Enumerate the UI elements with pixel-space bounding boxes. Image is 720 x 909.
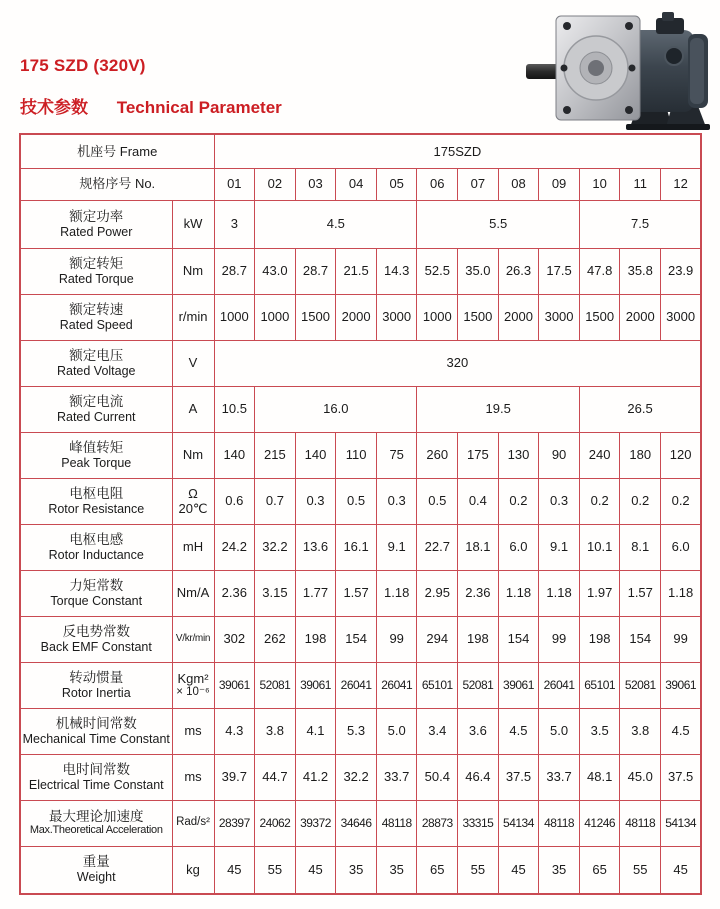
param-value-cell: 3.8 xyxy=(620,708,661,754)
param-row xyxy=(20,800,701,846)
param-value-cell: 26041 xyxy=(539,662,580,708)
param-label-zh: 峰值转矩 xyxy=(69,439,124,455)
param-value-cell: 320 xyxy=(214,340,701,386)
param-label-en: Electrical Time Constant xyxy=(28,777,164,792)
param-value-cell: 198 xyxy=(579,616,620,662)
param-row-label xyxy=(20,432,172,478)
param-row-label xyxy=(20,570,172,616)
param-row-label xyxy=(20,800,172,846)
param-value-cell: 26.5 xyxy=(579,386,701,432)
param-label-zh: 额定电流 xyxy=(69,393,124,409)
param-value-cell: 0.5 xyxy=(417,478,458,524)
param-row xyxy=(20,524,701,570)
param-value-cell: 3000 xyxy=(539,294,580,340)
param-value-cell: 5.0 xyxy=(539,708,580,754)
param-value-cell: 154 xyxy=(336,616,377,662)
param-unit-cell xyxy=(172,662,214,708)
param-label-zh: 重量 xyxy=(82,854,110,870)
param-row-label xyxy=(20,616,172,662)
param-value-cell: 22.7 xyxy=(417,524,458,570)
param-label-zh: 机械时间常数 xyxy=(55,715,137,731)
param-value-cell: 39061 xyxy=(661,662,702,708)
param-value-cell: 10.5 xyxy=(214,386,255,432)
param-label-zh: 最大理论加速度 xyxy=(49,808,144,824)
param-value-cell: 14.3 xyxy=(376,248,417,294)
param-value-cell: 55 xyxy=(620,846,661,894)
unit-text: kg xyxy=(186,862,200,878)
param-label-en: Mechanical Time Constant xyxy=(22,731,170,746)
section-title-zh: 技术参数 xyxy=(20,98,88,117)
param-value-cell: 17.5 xyxy=(539,248,580,294)
param-label-en: Rotor Resistance xyxy=(48,501,145,516)
param-value-cell: 52.5 xyxy=(417,248,458,294)
param-value-cell: 24062 xyxy=(255,800,296,846)
param-row-label xyxy=(20,846,172,894)
spec-no-cell: 04 xyxy=(336,168,377,200)
param-value-cell: 41.2 xyxy=(295,754,336,800)
param-value-cell: 198 xyxy=(458,616,499,662)
param-value-cell: 52081 xyxy=(458,662,499,708)
unit-text: r/min xyxy=(178,309,208,325)
param-value-cell: 140 xyxy=(214,432,255,478)
spec-no-cell: 10 xyxy=(579,168,620,200)
unit-text: Rad/s² xyxy=(176,816,210,829)
param-value-cell: 45 xyxy=(661,846,702,894)
unit-text: mH xyxy=(182,539,204,555)
param-label-en: Rotor Inertia xyxy=(61,685,131,700)
technical-parameter-table-body xyxy=(20,134,701,894)
param-label-en: Rotor Inductance xyxy=(48,547,144,562)
param-value-cell: 37.5 xyxy=(661,754,702,800)
param-value-cell: 4.1 xyxy=(295,708,336,754)
spec-no-cell: 11 xyxy=(620,168,661,200)
param-row xyxy=(20,478,701,524)
param-value-cell: 1.57 xyxy=(336,570,377,616)
param-value-cell: 260 xyxy=(417,432,458,478)
spec-no-cell: 01 xyxy=(214,168,255,200)
unit-text: 20℃ xyxy=(178,501,208,516)
page-title: 175 SZD (320V) xyxy=(20,56,146,75)
param-value-cell: 50.4 xyxy=(417,754,458,800)
param-value-cell: 1.18 xyxy=(376,570,417,616)
param-label-zh: 反电势常数 xyxy=(62,623,130,639)
param-label-en: Max.Theoretical Acceleration xyxy=(29,824,163,837)
param-value-cell: 32.2 xyxy=(255,524,296,570)
param-value-cell: 33.7 xyxy=(539,754,580,800)
param-row-label xyxy=(20,478,172,524)
param-value-cell: 52081 xyxy=(620,662,661,708)
param-value-cell: 90 xyxy=(539,432,580,478)
param-value-cell: 5.3 xyxy=(336,708,377,754)
param-row xyxy=(20,570,701,616)
param-value-cell: 39061 xyxy=(214,662,255,708)
param-value-cell: 44.7 xyxy=(255,754,296,800)
param-unit-cell xyxy=(172,570,214,616)
param-value-cell: 47.8 xyxy=(579,248,620,294)
param-label-en: Rated Voltage xyxy=(56,363,136,378)
spec-no-cell: 02 xyxy=(255,168,296,200)
param-value-cell: 21.5 xyxy=(336,248,377,294)
param-value-cell: 0.4 xyxy=(458,478,499,524)
unit-text: ms xyxy=(184,723,202,739)
param-value-cell: 24.2 xyxy=(214,524,255,570)
param-value-cell: 65 xyxy=(417,846,458,894)
frame-row xyxy=(20,134,701,168)
param-value-cell: 262 xyxy=(255,616,296,662)
param-value-cell: 3.15 xyxy=(255,570,296,616)
param-unit-cell xyxy=(172,708,214,754)
param-value-cell: 35.0 xyxy=(458,248,499,294)
param-row-label xyxy=(20,662,172,708)
spec-no-cell: 05 xyxy=(376,168,417,200)
param-value-cell: 1500 xyxy=(579,294,620,340)
param-value-cell: 5.5 xyxy=(417,200,579,248)
param-value-cell: 0.3 xyxy=(376,478,417,524)
unit-text: V/kr/min xyxy=(175,633,211,645)
param-value-cell: 39061 xyxy=(295,662,336,708)
dc-motor-illustration xyxy=(522,6,716,134)
param-value-cell: 18.1 xyxy=(458,524,499,570)
param-value-cell: 35.8 xyxy=(620,248,661,294)
param-unit-cell xyxy=(172,478,214,524)
motor-product-photo xyxy=(522,6,716,134)
param-label-zh: 力矩常数 xyxy=(69,577,124,593)
param-value-cell: 0.2 xyxy=(579,478,620,524)
param-value-cell: 13.6 xyxy=(295,524,336,570)
param-value-cell: 9.1 xyxy=(376,524,417,570)
param-value-cell: 4.5 xyxy=(255,200,417,248)
param-value-cell: 39061 xyxy=(498,662,539,708)
param-value-cell: 198 xyxy=(295,616,336,662)
param-value-cell: 3.6 xyxy=(458,708,499,754)
param-value-cell: 1000 xyxy=(417,294,458,340)
param-value-cell: 45 xyxy=(498,846,539,894)
param-row-label xyxy=(20,708,172,754)
param-value-cell: 28.7 xyxy=(214,248,255,294)
param-value-cell: 120 xyxy=(661,432,702,478)
param-value-cell: 41246 xyxy=(579,800,620,846)
unit-text: Nm xyxy=(182,263,204,279)
param-label-zh: 额定功率 xyxy=(69,208,124,224)
param-value-cell: 35 xyxy=(376,846,417,894)
param-value-cell: 28397 xyxy=(214,800,255,846)
param-row-label xyxy=(20,200,172,248)
param-label-zh: 电枢电阻 xyxy=(69,485,124,501)
param-value-cell: 48118 xyxy=(620,800,661,846)
param-value-cell: 32.2 xyxy=(336,754,377,800)
param-value-cell: 28.7 xyxy=(295,248,336,294)
param-value-cell: 16.0 xyxy=(255,386,417,432)
spec-no-cell: 12 xyxy=(661,168,702,200)
param-row xyxy=(20,248,701,294)
param-unit-cell xyxy=(172,754,214,800)
spec-no-row xyxy=(20,168,701,200)
param-value-cell: 1.18 xyxy=(539,570,580,616)
frame-row-label: 机座号 Frame xyxy=(20,134,214,168)
frame-row-value: 175SZD xyxy=(214,134,701,168)
param-value-cell: 99 xyxy=(376,616,417,662)
unit-text: Nm/A xyxy=(176,585,210,601)
param-value-cell: 1500 xyxy=(295,294,336,340)
unit-text: kW xyxy=(183,216,203,232)
param-value-cell: 2000 xyxy=(498,294,539,340)
param-label-en: Torque Constant xyxy=(50,593,143,608)
param-label-en: Rated Current xyxy=(56,409,136,424)
param-row xyxy=(20,616,701,662)
param-value-cell: 65 xyxy=(579,846,620,894)
param-value-cell: 3.4 xyxy=(417,708,458,754)
section-title-en: Technical Parameter xyxy=(116,98,282,117)
param-label-zh: 转动惯量 xyxy=(69,669,124,685)
param-unit-cell xyxy=(172,524,214,570)
param-unit-cell xyxy=(172,386,214,432)
unit-text: V xyxy=(188,355,198,371)
param-value-cell: 1000 xyxy=(214,294,255,340)
spec-no-cell: 07 xyxy=(458,168,499,200)
param-unit-cell xyxy=(172,846,214,894)
param-value-cell: 23.9 xyxy=(661,248,702,294)
spec-no-cell: 06 xyxy=(417,168,458,200)
param-label-en: Rated Speed xyxy=(59,317,133,332)
param-value-cell: 175 xyxy=(458,432,499,478)
unit-text: Nm xyxy=(182,447,204,463)
spec-no-cell: 03 xyxy=(295,168,336,200)
unit-text: Ω xyxy=(188,485,198,501)
param-row-label xyxy=(20,294,172,340)
unit-text: A xyxy=(188,401,198,417)
param-value-cell: 9.1 xyxy=(539,524,580,570)
param-row xyxy=(20,662,701,708)
param-value-cell: 45 xyxy=(214,846,255,894)
param-value-cell: 1500 xyxy=(458,294,499,340)
param-value-cell: 65101 xyxy=(417,662,458,708)
param-unit-cell xyxy=(172,248,214,294)
param-row-label xyxy=(20,248,172,294)
section-title xyxy=(20,93,282,118)
param-value-cell: 6.0 xyxy=(661,524,702,570)
param-unit-cell xyxy=(172,200,214,248)
param-value-cell: 3 xyxy=(214,200,255,248)
param-value-cell: 39.7 xyxy=(214,754,255,800)
param-unit-cell xyxy=(172,340,214,386)
param-label-zh: 额定转矩 xyxy=(69,255,124,271)
unit-text: Kgm² xyxy=(177,670,209,686)
param-value-cell: 2.36 xyxy=(458,570,499,616)
param-value-cell: 4.3 xyxy=(214,708,255,754)
param-value-cell: 54134 xyxy=(661,800,702,846)
param-value-cell: 0.2 xyxy=(498,478,539,524)
param-label-en: Back EMF Constant xyxy=(40,639,152,654)
param-value-cell: 39372 xyxy=(295,800,336,846)
param-value-cell: 33315 xyxy=(458,800,499,846)
param-value-cell: 35 xyxy=(539,846,580,894)
spec-no-cell: 08 xyxy=(498,168,539,200)
param-value-cell: 5.0 xyxy=(376,708,417,754)
param-value-cell: 294 xyxy=(417,616,458,662)
param-value-cell: 0.7 xyxy=(255,478,296,524)
param-value-cell: 99 xyxy=(539,616,580,662)
param-row xyxy=(20,340,701,386)
param-value-cell: 154 xyxy=(498,616,539,662)
param-value-cell: 2000 xyxy=(620,294,661,340)
param-value-cell: 37.5 xyxy=(498,754,539,800)
param-value-cell: 1.18 xyxy=(498,570,539,616)
param-value-cell: 140 xyxy=(295,432,336,478)
param-value-cell: 1.18 xyxy=(661,570,702,616)
param-row xyxy=(20,754,701,800)
param-value-cell: 1.97 xyxy=(579,570,620,616)
param-value-cell: 4.5 xyxy=(661,708,702,754)
param-label-en: Peak Torque xyxy=(61,455,132,470)
param-value-cell: 0.5 xyxy=(336,478,377,524)
spec-no-row-label: 规格序号 No. xyxy=(20,168,214,200)
param-value-cell: 154 xyxy=(620,616,661,662)
param-row-label xyxy=(20,524,172,570)
param-value-cell: 99 xyxy=(661,616,702,662)
param-value-cell: 8.1 xyxy=(620,524,661,570)
param-unit-cell xyxy=(172,800,214,846)
param-value-cell: 1000 xyxy=(255,294,296,340)
param-label-zh: 额定转速 xyxy=(69,301,124,317)
param-label-zh: 电时间常数 xyxy=(62,761,130,777)
param-value-cell: 45.0 xyxy=(620,754,661,800)
param-value-cell: 33.7 xyxy=(376,754,417,800)
param-row xyxy=(20,200,701,248)
param-value-cell: 48.1 xyxy=(579,754,620,800)
param-unit-cell xyxy=(172,294,214,340)
param-value-cell: 26041 xyxy=(336,662,377,708)
param-value-cell: 45 xyxy=(295,846,336,894)
param-label-en: Rated Power xyxy=(60,224,133,239)
param-value-cell: 2.95 xyxy=(417,570,458,616)
param-value-cell: 110 xyxy=(336,432,377,478)
param-value-cell: 0.2 xyxy=(620,478,661,524)
param-value-cell: 10.1 xyxy=(579,524,620,570)
param-value-cell: 2.36 xyxy=(214,570,255,616)
param-value-cell: 4.5 xyxy=(498,708,539,754)
param-label-zh: 电枢电感 xyxy=(69,531,124,547)
param-unit-cell xyxy=(172,432,214,478)
param-value-cell: 35 xyxy=(336,846,377,894)
param-value-cell: 1.77 xyxy=(295,570,336,616)
param-value-cell: 3.5 xyxy=(579,708,620,754)
param-value-cell: 16.1 xyxy=(336,524,377,570)
param-value-cell: 180 xyxy=(620,432,661,478)
param-value-cell: 240 xyxy=(579,432,620,478)
unit-text: ms xyxy=(184,769,202,785)
param-label-en: Weight xyxy=(76,870,116,885)
param-value-cell: 48118 xyxy=(376,800,417,846)
param-label-en: Rated Torque xyxy=(58,271,134,286)
param-value-cell: 3.8 xyxy=(255,708,296,754)
spec-no-cell: 09 xyxy=(539,168,580,200)
param-row xyxy=(20,386,701,432)
param-label-zh: 额定电压 xyxy=(69,347,124,363)
param-row-label xyxy=(20,340,172,386)
param-value-cell: 48118 xyxy=(539,800,580,846)
param-value-cell: 19.5 xyxy=(417,386,579,432)
param-value-cell: 0.3 xyxy=(295,478,336,524)
param-row-label xyxy=(20,754,172,800)
param-value-cell: 6.0 xyxy=(498,524,539,570)
param-value-cell: 215 xyxy=(255,432,296,478)
param-value-cell: 302 xyxy=(214,616,255,662)
param-value-cell: 54134 xyxy=(498,800,539,846)
param-row xyxy=(20,708,701,754)
param-value-cell: 2000 xyxy=(336,294,377,340)
param-value-cell: 28873 xyxy=(417,800,458,846)
param-value-cell: 75 xyxy=(376,432,417,478)
technical-parameter-table xyxy=(19,133,702,895)
param-value-cell: 0.6 xyxy=(214,478,255,524)
param-value-cell: 46.4 xyxy=(458,754,499,800)
param-value-cell: 130 xyxy=(498,432,539,478)
param-row xyxy=(20,846,701,894)
param-value-cell: 0.3 xyxy=(539,478,580,524)
param-value-cell: 1.57 xyxy=(620,570,661,616)
param-value-cell: 52081 xyxy=(255,662,296,708)
param-value-cell: 26041 xyxy=(376,662,417,708)
param-value-cell: 0.2 xyxy=(661,478,702,524)
param-value-cell: 34646 xyxy=(336,800,377,846)
param-row-label xyxy=(20,386,172,432)
param-value-cell: 26.3 xyxy=(498,248,539,294)
param-value-cell: 55 xyxy=(255,846,296,894)
param-row xyxy=(20,294,701,340)
param-value-cell: 3000 xyxy=(661,294,702,340)
param-value-cell: 43.0 xyxy=(255,248,296,294)
param-unit-cell xyxy=(172,616,214,662)
param-row xyxy=(20,432,701,478)
unit-text: × 10⁻⁶ xyxy=(176,685,210,698)
param-value-cell: 3000 xyxy=(376,294,417,340)
param-value-cell: 55 xyxy=(458,846,499,894)
param-value-cell: 7.5 xyxy=(579,200,701,248)
param-value-cell: 65101 xyxy=(579,662,620,708)
